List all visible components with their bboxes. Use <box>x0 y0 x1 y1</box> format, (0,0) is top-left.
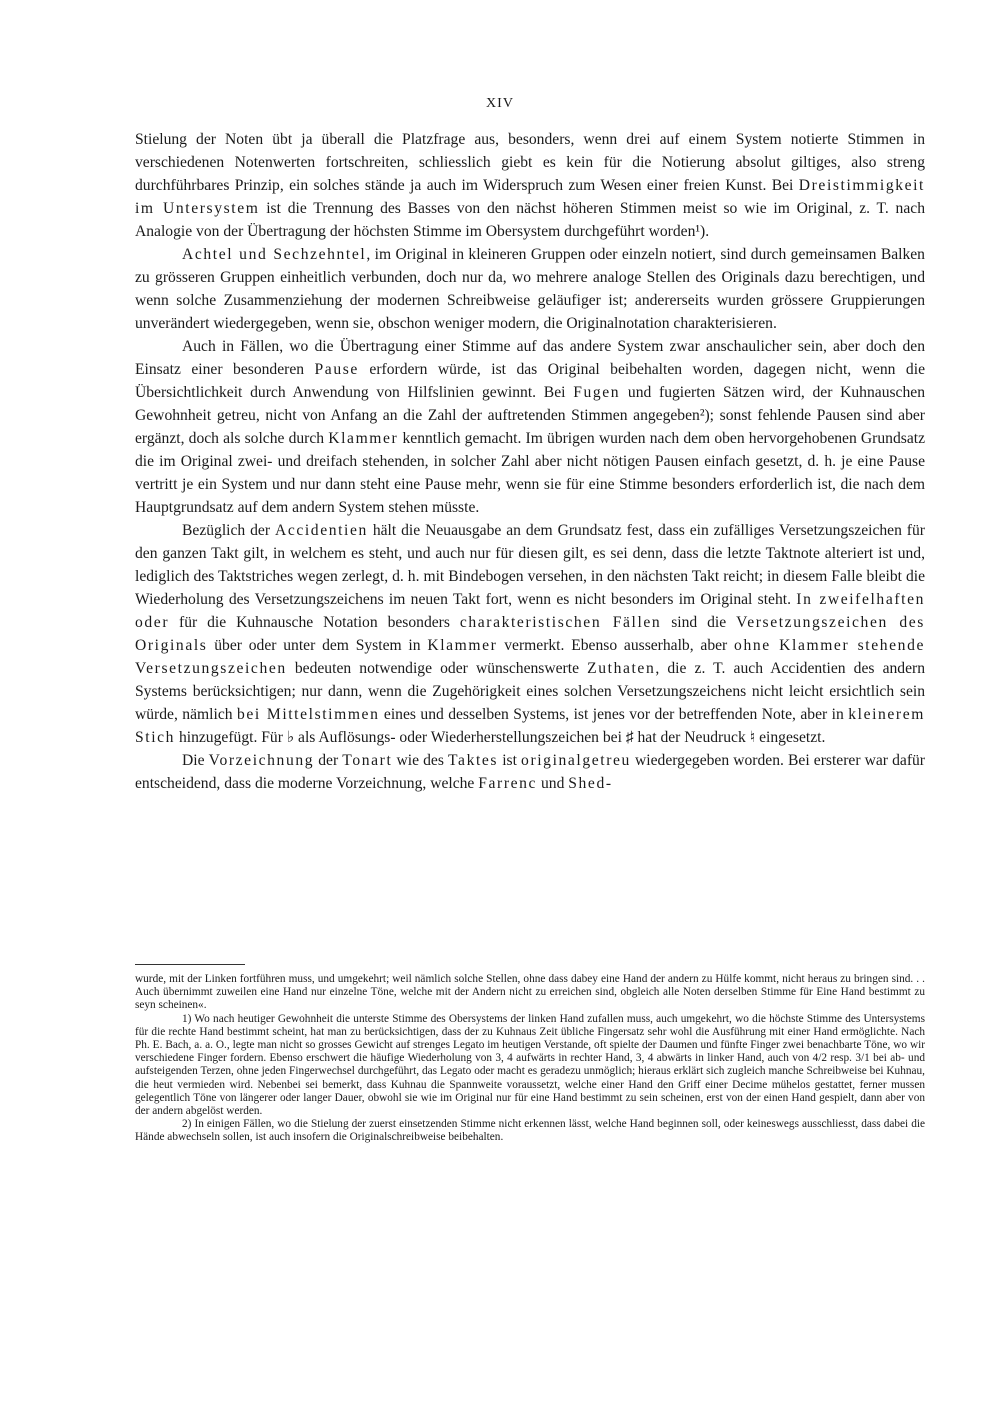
emphasis: Taktes <box>448 752 499 769</box>
text-run: ist <box>498 752 522 769</box>
footnote-1: 1) Wo nach heutiger Gewohnheit die unterste Stimme des Obersystems der linken Hand zufallen muss, auch umgekehrt, wo die höchste Stimme des Untersystems für die rechte Hand bestimmt scheint, hat man zu berücksichtigen, dass der zu Kuhnaus Zeit übliche Fingersatz sehr wohl die Ausführung mit einer Hand ermöglichte. Nach Ph. E. Bach, a. a. O., legte man nicht so grosses Gewicht auf strenges Legato im heutigen Verstande, oft spielte der Daumen und fünfte Finger zwei benachbarte Töne, wo wir verschiedene Finger fordern. Ebenso erschwert die häufige Wiederholung von 3, 4 aufwärts in rechter Hand, 3, 4 abwärts in linker Hand, auch von 4/2 resp. 3/1 bei ab- und aufsteigenden Terzen, ohne jeden Fingerwechsel durchgeführt, das Legato oder macht es geradezu unmöglich; hieraus erklärt sich zugleich manche Schreibweise bei Kuhnau, die heut vermieden wird. Nebenbei sei bemerkt, dass Kuhnau die Spannweite voraussetzt, welche einer Hand den Griff einer Decime mühelos gestattet, ferner mussen gelegentlich Töne von längerer oder langer Dauer, obwohl sie wie im Original nur für eine Hand bestimmt zu sein scheinen, erst von der einen Hand gespielt, dann aber von der andern abgelöst werden. <box>135 1012 925 1118</box>
emphasis: Tonart <box>342 752 393 769</box>
text-run: , die z. T. auch Accidentien des andern Systems berücksichtigen; nur dann, wenn die Zugehörigkeit eines solchen Versetzungszeichens nicht leicht ersichtlich sein würde, nämlich <box>135 660 926 723</box>
emphasis: Dreistimmigkeit im Untersystem <box>135 177 925 217</box>
footnote-2: 2) In einigen Fällen, wo die Stielung der zuerst einsetzenden Stimme nicht erkennen lässt, welche Hand beginnen soll, oder keineswegs ausschliesst, dass dabei die Hände abwechseln sollen, ist auch insofern die Originalschreibweise beibehalten. <box>135 1118 925 1144</box>
text-run: vermerkt. Ebenso ausserhalb, aber <box>497 637 735 654</box>
paragraph-2 <box>135 243 925 335</box>
emphasis: originalgetreu <box>521 752 631 769</box>
text-run: wiedergegeben worden. Bei ersterer war dafür entscheidend, dass die moderne Vorzeichnung, welche <box>135 752 926 792</box>
emphasis: Vorzeichnung <box>208 752 315 769</box>
text-run: hinzugefügt. Für ♭ als Auflösungs- oder Wiederherstellungszeichen bei ♯ hat der Neudruck ♮ eingesetzt. <box>175 729 826 746</box>
text-run: und <box>537 775 569 792</box>
text-run: hält die Neuausgabe an dem Grundsatz fest, dass ein zufälliges Versetzungszeichen für den ganzen Takt gilt, in welchem es steht, und auch nur für diesen gilt, es sei denn, dass die letzte Taktnote alteriert ist und, lediglich des Taktstriches wegen zerlegt, d. h. mit Bindebogen versehen, in den nächsten Takt reicht; in diesem Falle bleibt die Wiederholung des Versetzungszeichens im neuen Takt fort, wenn es nicht besonders im Original steht. <box>135 522 925 608</box>
text-run: bedeuten notwendige oder wünschenswerte <box>286 660 588 677</box>
text-run: und fugierten Sätzen wird, der Kuhnauschen Gewohnheit getreu, nicht von Anfang an die Zahl der auftretenden Stimmen angegeben²); sonst fehlende Pausen sind aber ergänzt, doch als solche durch <box>135 384 925 447</box>
main-text <box>135 128 925 795</box>
emphasis: Achtel und Sechzehntel <box>182 246 367 263</box>
emphasis: Pause <box>314 361 359 378</box>
emphasis: Accidentien <box>274 522 368 539</box>
paragraph-3 <box>135 335 925 519</box>
emphasis: In zweifelhaften oder <box>135 591 925 631</box>
text-run: Bezüglich der <box>182 522 275 539</box>
text-run: für die Kuhnausche Notation besonders <box>169 614 460 631</box>
emphasis: Klammer <box>328 430 399 447</box>
paragraph-4 <box>135 519 925 749</box>
text-run: erfordern würde, ist das Original beibehalten worden, dagegen nicht, wenn die Übersichtlichkeit durch Anwendung von Hilfslinien gewinnt. Bei <box>135 361 925 401</box>
emphasis: Zuthaten <box>587 660 656 677</box>
text-run: Die <box>182 752 209 769</box>
text-run: über oder unter dem System in <box>207 637 428 654</box>
emphasis: Klammer <box>427 637 498 654</box>
footnote-divider <box>135 964 245 965</box>
text-run: kenntlich gemacht. Im übrigen wurden nach dem oben hervorgehobenen Grundsatz die im Original zwei- und dreifach stehenden, in solcher Zahl aber nicht nötigen Pausen einfach gesetzt, d. h. je eine Pause vertritt je ein System und nur dann steht eine Pause mehr, wenn sie für eine Stimme besonders erforderlich ist, die nach dem Hauptgrundsatz auf dem andern System stehen müsste. <box>135 430 925 516</box>
text-run: wie des <box>392 752 449 769</box>
emphasis: charakteristischen Fällen <box>459 614 662 631</box>
emphasis: kleinerem Stich <box>135 706 925 746</box>
text-run: ist die Trennung des Basses von den nächst höheren Stimmen meist so wie im Original, z. T. nach Analogie von der Übertragung der höchsten Stimme im Obersystem durchgeführt worden¹). <box>135 200 925 240</box>
text-run: eines und desselben Systems, ist jenes vor der betreffenden Note, aber in <box>379 706 849 723</box>
footnote-continuation: wurde, mit der Linken fortführen muss, und umgekehrt; weil nämlich solche Stellen, ohne dass dabey eine Hand der andern zu Hülfe kommt, nicht heraus zu bringen sind. . . Auch übernimmt zuweilen eine Hand nur einzelne Töne, welche mit der Andern nicht zu erreichen sind, obgleich alle Noten derselben Stimme für Eine Hand bestimmt zu seyn scheinen«. <box>135 973 925 1012</box>
text-run: der <box>314 752 343 769</box>
emphasis: Fugen <box>573 384 621 401</box>
emphasis: ohne Klammer stehende Versetzungszeichen <box>135 637 925 677</box>
emphasis: Shed- <box>568 775 613 792</box>
footnotes <box>135 973 925 1145</box>
paragraph-1 <box>135 128 925 243</box>
emphasis: Farrenc <box>478 775 538 792</box>
emphasis: Versetzungszeichen des Originals <box>135 614 925 654</box>
text-run: sind die <box>661 614 737 631</box>
text-run: , im Original in kleineren Gruppen oder einzeln notiert, sind durch gemeinsamen Balken zu grösseren Gruppen einheitlich verbunden, doch nur da, wo mehrere analoge Stellen des Originals dazu berechtigen, und wenn solche Zusammenziehung der modernen Schreibweise geläufiger ist; andererseits wurden grössere Gruppierungen unverändert wiedergegeben, wenn sie, obschon weniger modern, die Originalnotation charakterisieren. <box>135 246 925 332</box>
paragraph-5 <box>135 749 925 795</box>
text-run: Stielung der Noten übt ja überall die Platzfrage aus, besonders, wenn drei auf einem System notierte Stimmen in verschiedenen Notenwerten fortschreiten, schliesslich giebt es kein für die Notierung absolut giltiges, also streng durchführbares Prinzip, ein solches stände ja auch im Widerspruch zum Wesen einer freien Kunst. Bei <box>135 131 925 194</box>
page-number: XIV <box>486 96 514 111</box>
emphasis: bei Mittelstimmen <box>236 706 380 723</box>
text-run: Auch in Fällen, wo die Übertragung einer Stimme auf das andere System zwar anschaulicher sein, aber doch den Einsatz einer besonderen <box>135 338 925 378</box>
